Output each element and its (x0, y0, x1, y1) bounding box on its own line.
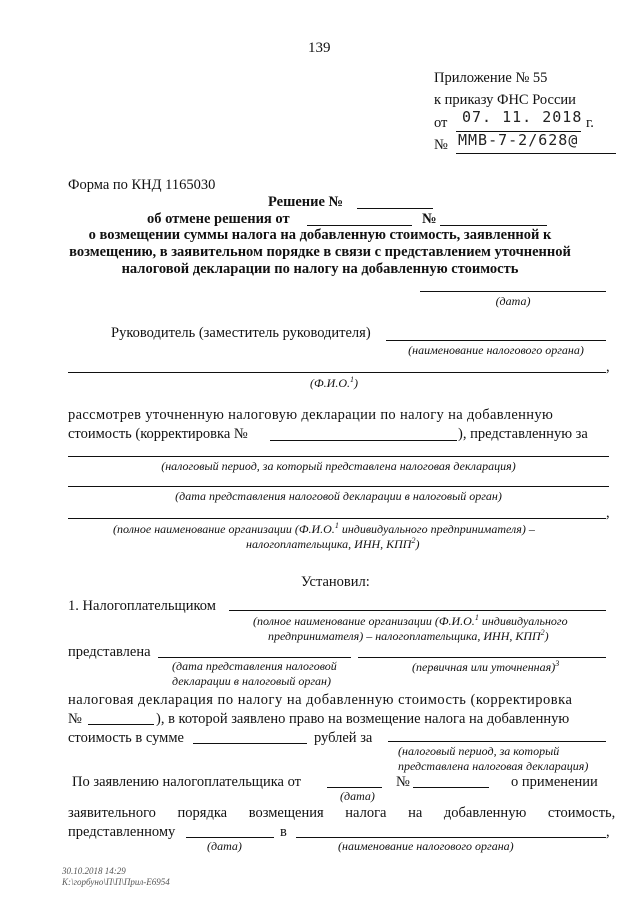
cancel-decision-number-label: № (422, 211, 437, 227)
appendix-from-label: от (434, 115, 448, 131)
para1-line1: рассмотрев уточненную налоговую декларации по налогу на добавленную (68, 407, 554, 423)
cancel-decision-date-line (307, 225, 412, 226)
appendix-number-line (456, 153, 616, 154)
tax-authority-line (386, 340, 606, 341)
organization-comma: , (606, 505, 610, 521)
appendix-year-suffix: г. (586, 115, 594, 131)
form-code: Форма по КНД 1165030 (68, 177, 216, 193)
para3-label: По заявлению налогоплательщика от (72, 774, 302, 790)
submitted-label: представлена (68, 644, 151, 660)
decision-title: Решение № (268, 194, 344, 210)
hint-fio: (Ф.И.О.$^1$) (310, 375, 358, 390)
hint-date: (дата) (495, 294, 531, 308)
tax-period-line (68, 456, 609, 457)
hint-primary: (первичная или уточненная)$^3$ (412, 659, 560, 674)
statement-number-line (413, 787, 489, 788)
hint-item1-2: предпринимателя) – налогоплательщика, ИНН, КПП$^2$) (268, 628, 549, 643)
statement-date-line (327, 787, 382, 788)
fio-comma: , (606, 359, 610, 375)
para3-number-label: № (396, 774, 410, 790)
hint-period-1: (налоговый период, за который (398, 744, 560, 758)
para2-number-label: № (68, 711, 82, 727)
cancel-decision-label: об отмене решения от (147, 211, 290, 227)
hint-item1-1: (полное наименование организации (Ф.И.О.$^1$ индивидуального (253, 613, 568, 628)
para4-comma: , (606, 824, 610, 840)
correction-number-line (270, 440, 457, 441)
date-line (420, 291, 606, 292)
para1-line2-start: стоимость (корректировка № (68, 426, 248, 442)
established-heading: Установил: (301, 574, 370, 590)
hint-tax-authority: (наименование налогового органа) (408, 343, 584, 357)
period-line (388, 741, 606, 742)
appendix-number-handwritten: ММВ-7-2/628@ (458, 131, 579, 149)
hint-tax-period: (налоговый период, за который представлена налоговая декларация) (161, 459, 516, 473)
organization-line (68, 518, 606, 519)
item1-taxpayer-line (229, 610, 606, 611)
hint-decl-date-2: декларации в налоговый орган) (172, 674, 331, 688)
hint-period-2: представлена налоговая декларация) (398, 759, 589, 773)
fio-line (68, 372, 606, 373)
para2-correction-line (88, 724, 154, 725)
head-label: Руководитель (заместитель руководителя) (111, 325, 371, 341)
para4-authority-line (296, 837, 606, 838)
para2-line1: налоговая декларация по налогу на добавленную стоимость (корректировка (68, 692, 573, 708)
submit-date-line (68, 486, 609, 487)
decl-date-line (158, 657, 351, 658)
para4-line1: заявительного порядка возмещения налога на добавленную стоимость, (68, 805, 616, 821)
hint-organization-2: налогоплательщика, ИНН, КПП$^2$) (246, 536, 420, 551)
hint-para4-date: (дата) (207, 839, 242, 853)
title-line-5: налоговой декларации по налогу на добавленную стоимость (121, 261, 519, 277)
primary-line (358, 657, 606, 658)
hint-decl-date-1: (дата представления налоговой (172, 659, 337, 673)
para2-line2: ), в которой заявлено право на возмещение налога на добавленную (156, 711, 570, 727)
hint-submit-date: (дата представления налоговой декларации в налоговый орган) (175, 489, 502, 503)
title-line-4: возмещению, в заявительном порядке в связи с представлением уточненной (69, 244, 571, 260)
para3-application: о применении (511, 774, 598, 790)
appendix-date-handwritten: 07. 11. 2018 (462, 108, 583, 126)
title-line-3: о возмещении суммы налога на добавленную стоимость, заявленной к (88, 227, 552, 243)
item1-label: 1. Налогоплательщиком (68, 598, 216, 614)
para2-amount-label: стоимость в сумме (68, 730, 184, 746)
rubles-for-label: рублей за (314, 730, 373, 746)
footer-path: К:\горбуно\П\П\Прил-Е6954 (62, 877, 170, 887)
page-number: 139 (308, 40, 331, 56)
appendix-order: к приказу ФНС России (434, 92, 576, 108)
appendix-number-label: № (434, 137, 448, 153)
appendix-title: Приложение № 55 (434, 70, 548, 86)
footer-timestamp: 30.10.2018 14:29 (62, 866, 126, 876)
decision-number-line (357, 208, 433, 209)
para4-in: в (280, 824, 287, 840)
hint-statement-date: (дата) (340, 789, 375, 803)
para4-submitted: представленному (68, 824, 176, 840)
amount-line (193, 743, 307, 744)
para1-line2-end: ), представленную за (458, 426, 588, 442)
cancel-decision-number-line (440, 225, 547, 226)
hint-tax-authority-2: (наименование налогового органа) (338, 839, 514, 853)
para4-date-line (186, 837, 274, 838)
hint-organization-1: (полное наименование организации (Ф.И.О.$^1$ индивидуального предпринимателя) – (113, 521, 535, 536)
